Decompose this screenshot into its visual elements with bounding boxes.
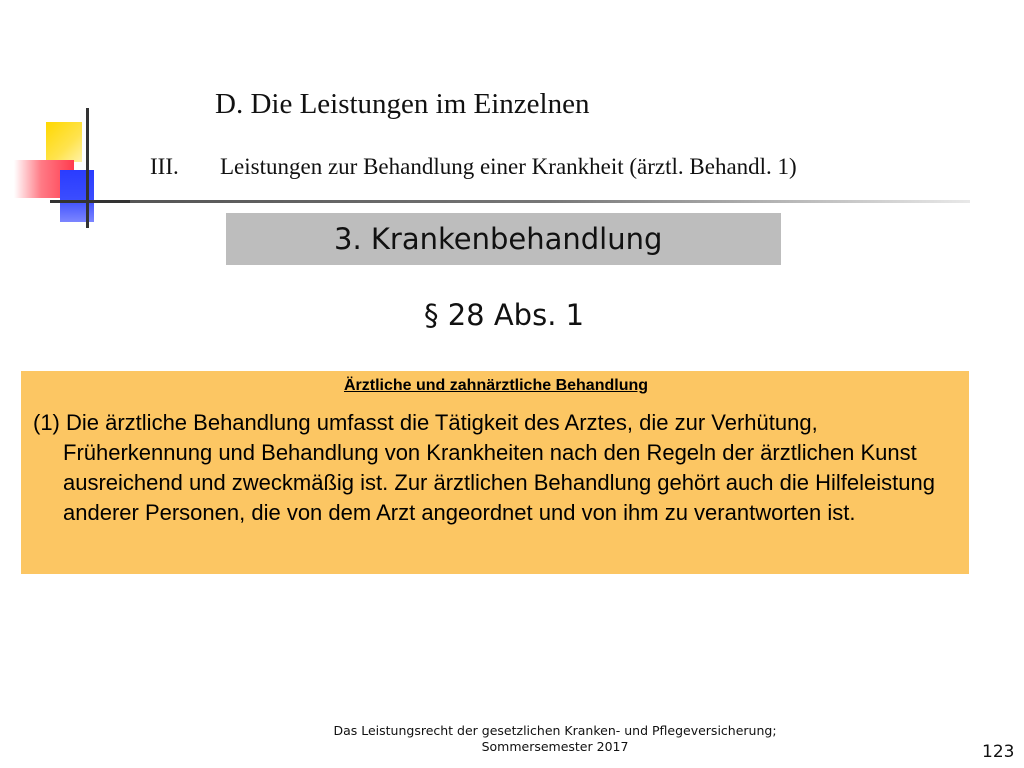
header-divider [130, 200, 970, 203]
topic-label: 3. Krankenbehandlung [334, 222, 663, 256]
section-number: III. [150, 154, 179, 179]
logo-yellow-square [46, 122, 82, 162]
footer-text [300, 723, 810, 755]
law-heading: Ärztliche und zahnärztliche Behandlung [343, 377, 649, 394]
logo-vertical-line [86, 108, 89, 228]
paragraph-reference: § 28 Abs. 1 [424, 298, 585, 332]
footer-line-2: Sommersemester 2017 [481, 739, 629, 754]
page-number: 123 [982, 742, 1015, 762]
topic-box [226, 213, 781, 265]
law-paragraph: (1) Die ärztliche Behandlung umfasst die Tätigkeit des Arztes, die zur Verhütung, Früherkennung und Behandlung von Krankheiten nach den Regeln der ärztlichen Kunst ausreichend und zweckmäßig ist. Zur ärztlichen Behandlung gehört auch die Hilfeleistung anderer Personen, die von dem Arzt angeordnet und von ihm zu verantworten ist. [33, 410, 935, 525]
law-text-box [21, 371, 969, 574]
decorative-logo [0, 100, 150, 230]
logo-horizontal-line [50, 200, 140, 203]
page-title: D. Die Leistungen im Einzelnen [215, 88, 590, 120]
footer-line-1: Das Leistungsrecht der gesetzlichen Kranken- und Pflegeversicherung; [333, 723, 777, 738]
section-title: Leistungen zur Behandlung einer Krankheit (ärztl. Behandl. 1) [220, 154, 797, 179]
